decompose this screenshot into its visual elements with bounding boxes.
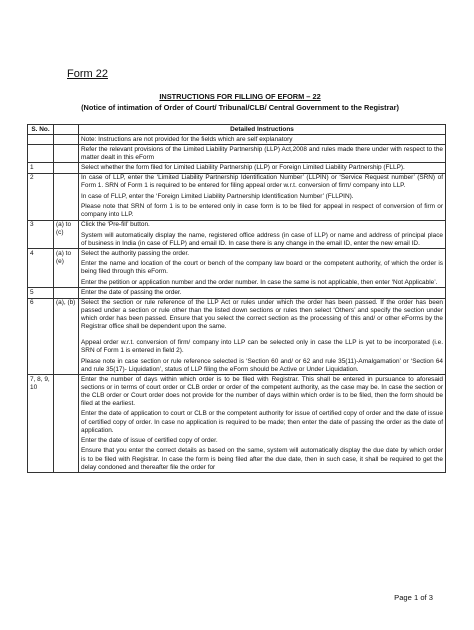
instruction-paragraph: Appeal order w.r.t. conversion of firm/ company into LLP can be selected only in case the LLP is yet to be incorporated (i.e. SRN of Form 1 is entered in field 2). [81, 339, 443, 355]
row-field-ref [54, 375, 79, 473]
row-field-ref: (a), (b) [54, 298, 79, 375]
instruction-paragraph: Select the section or rule reference of the LLP Act or rules under which the order has been passed. If the order has been passed under a section or rule other than the listed down sections or rules then select ‘Others’ and specify the section under which order has been passed. Ensure that you select the correct section as the processing of this and/ or other eForms by the Registrar office shall be dependent upon the same. [81, 299, 443, 331]
instruction-paragraph: Click the ‘Pre-fill’ button. [81, 221, 150, 229]
instruction-paragraph: Please note that SRN of form 1 is to be entered only in case form is to be filed for appeal in respect of conversion of firm or company into LLP. [81, 203, 443, 219]
page-number: Page 1 of 3 [394, 593, 433, 602]
row-field-ref [54, 288, 79, 298]
row-field-ref [54, 173, 79, 220]
header-detailed: Detailed Instructions [79, 125, 446, 135]
instruction-paragraph: Enter the petition or application number and the order number. In case the same is not applicable, then enter ‘Not Applicable’. [81, 278, 438, 286]
instructions-heading: INSTRUCTIONS FOR FILLING OF EFORM – 22 [159, 92, 321, 101]
row-field-ref [54, 163, 79, 173]
instructions-table [27, 124, 446, 473]
instruction-paragraph: Please note in case section or rule reference selected is ‘Section 60 and/ or 62 and rule 35(11)-Amalgamation’ or ‘Section 64 and rule 35(17)- Liquidation’, status of LLP filing the eForm should be Active or Under Liquidation. [81, 357, 443, 373]
row-instructions [79, 375, 446, 473]
table-row [28, 375, 446, 473]
instruction-paragraph: Select the authority passing the order. [81, 249, 190, 257]
instruction-paragraph: Enter the date of issue of certified copy of order. [81, 437, 218, 445]
row-sno: 2 [28, 173, 54, 220]
row-instructions [79, 249, 446, 288]
instruction-paragraph: Enter the date of passing the order. [81, 288, 182, 296]
instruction-paragraph: System will automatically display the name, registered office address (in case of LLP) or name and address of principal place of business in India (in case of FLLP) and email ID. In case there is any change in the email ID, enter the new email ID. [81, 231, 443, 247]
row-sno: 1 [28, 163, 54, 173]
instruction-paragraph: Ensure that you enter the correct details as based on the same, system will automatically display the due date by which order is to be filed with Registrar. In case the form is being filed after the due date, then in such case, it shall be required to get the delay condoned and thereafter file the order for [81, 447, 443, 471]
row-instructions [79, 298, 446, 375]
table-row [28, 220, 446, 249]
table-row [28, 173, 446, 220]
refer-row [28, 145, 446, 163]
table-row [28, 298, 446, 375]
refer-text: Refer the relevant provisions of the Limited Liability Partnership (LLP) Act,2008 and rules made there under with respect to the matter dealt in this eForm [81, 145, 443, 161]
instruction-paragraph: Select whether the form filed for Limited Liability Partnership (LLP) or Foreign Limited Liability Partnership (FLLP). [81, 163, 405, 171]
instruction-paragraph: In case of LLP, enter the ‘Limited Liability Partnership Identification Number’ (LLPIN) or ‘Service Request number’ (SRN) of Form 1. SRN of Form 1 is required to be entered for filing appeal order w.r.t. conversion of firm/ company into LLP. [81, 174, 443, 190]
row-sno: 6 [28, 298, 54, 375]
row-sno: 3 [28, 220, 54, 249]
note-row [28, 135, 446, 145]
instructions-subheading: (Notice of intimation of Order of Court/ Tribunal/CLB/ Central Government to the Registrar) [81, 103, 399, 112]
row-instructions [79, 163, 446, 173]
form-label: Form 22 [67, 68, 108, 80]
row-sno: 5 [28, 288, 54, 298]
table-row [28, 249, 446, 288]
note-text: Note: Instructions are not provided for the fields which are self explanatory [81, 135, 293, 143]
header-sno: S. No. [28, 125, 54, 135]
row-instructions [79, 288, 446, 298]
instruction-paragraph: Enter the name and location of the court or bench of the company law board or the competent authority, of which the order is being filed through this eForm. [81, 260, 443, 276]
row-sno: 4 [28, 249, 54, 288]
instruction-paragraph: Enter the date of application to court or CLB or the competent authority for issue of certified copy of order and the date of issue of certified copy of order. In case no application is required to be made; then enter the date of passing the order as the date of application. [81, 410, 443, 434]
row-instructions [79, 220, 446, 249]
row-sno: 7, 8, 9, 10 [28, 375, 54, 473]
table-header-row [28, 125, 446, 135]
header-blank [54, 125, 79, 135]
row-field-ref: (a) to (c) [54, 220, 79, 249]
row-field-ref: (a) to (e) [54, 249, 79, 288]
instruction-paragraph: In case of FLLP, enter the ‘Foreign Limited Liability Partnership Identification Number’ (FLLPIN). [81, 192, 354, 200]
table-row [28, 288, 446, 298]
instruction-paragraph: Enter the number of days within which order is to be filed with Registrar. This shall be entered in pursuance to aforesaid sections or in terms of court order or CLB order or order of the competent authority, as the case may be. In case the section or the CLB order or Court order does not provide for the number of days within which order is to be filed, then the form should be filed at the earliest. [81, 375, 443, 408]
table-row [28, 163, 446, 173]
row-instructions [79, 173, 446, 220]
